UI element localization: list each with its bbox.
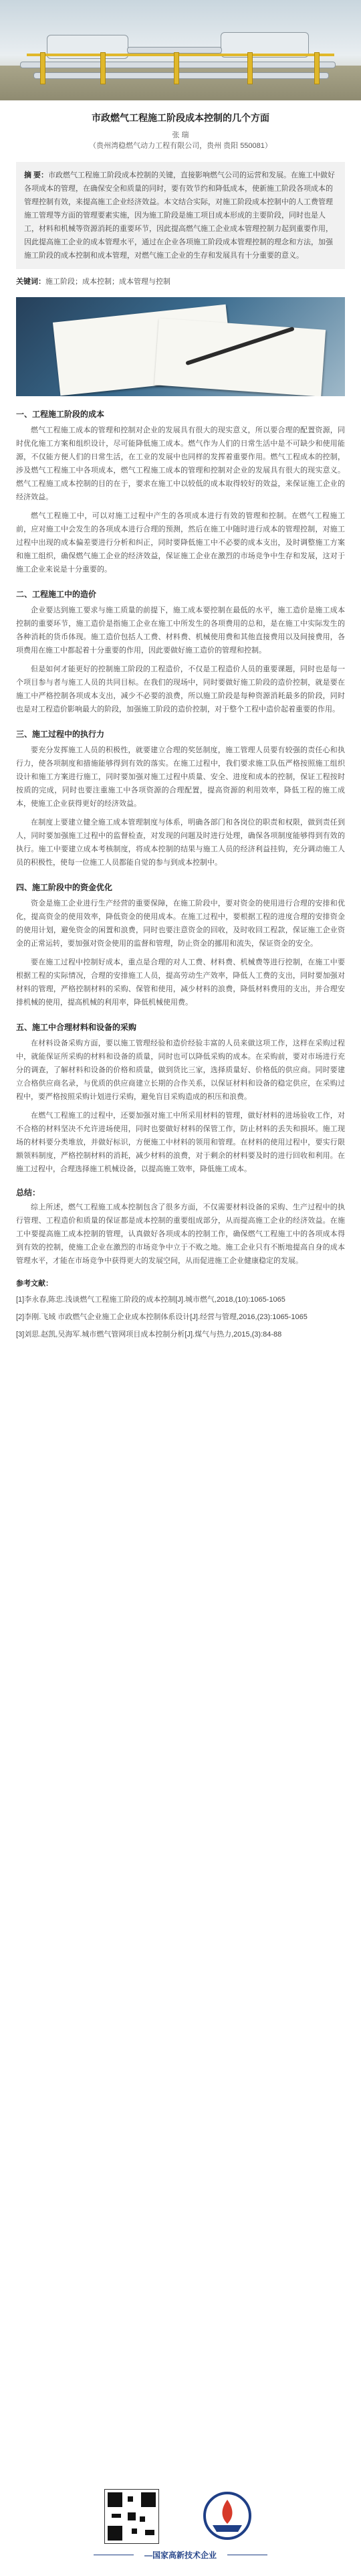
author-name: 张 瑞 bbox=[172, 131, 189, 139]
title-block bbox=[0, 100, 361, 155]
keywords-text: 施工阶段；成本控制；成本管理与控制 bbox=[45, 278, 170, 286]
reference-item: [3]刘思.赵凯,吴海军.城市燃气管网项目成本控制分析[J].煤气与热力,2015,(3):84-88 bbox=[16, 1330, 282, 1339]
references-title: 参考文献： bbox=[16, 1280, 53, 1288]
photo-paper bbox=[154, 318, 326, 396]
section-3 bbox=[16, 728, 345, 869]
section-paragraph: 在材料设备采购方面，要以施工管理经验和造价经验丰富的人员来做这项工作，这样在采购过程中，就能保证所采购的材料和设备的质量，同时也可以降低采购的成本。在采购前，要对市场进行充分的调查，了解材料和设备的价格和质量，做到货比三家，选择质量好、价格低的供应商。同时要建立合格供应商名录，与优质的供应商建立长期的合作关系，以保证材料和设备的稳定供应，在采购过程中，要严格按照采购计划进行采购，避免盲目采购造成的积压和浪费。 bbox=[16, 1039, 345, 1101]
section-title: 四、施工阶段中的资金优化 bbox=[16, 883, 113, 892]
section-title: 一、工程施工阶段的成本 bbox=[16, 410, 105, 419]
footer bbox=[0, 2482, 361, 2576]
article-title: 市政燃气工程施工阶段成本控制的几个方面 bbox=[92, 112, 269, 123]
hero-post bbox=[247, 52, 253, 84]
footer-slogan: —国家高新技术企业 bbox=[144, 2551, 217, 2560]
qr-module bbox=[132, 2528, 137, 2534]
company-logo-icon bbox=[201, 2489, 254, 2543]
qr-code-icon bbox=[104, 2489, 159, 2544]
reference-item: [2]李刚.飞域 市政燃气企业施工企业成本控制体系设计[J].经营与管理,2016,(23):1065-1065 bbox=[16, 1313, 308, 1321]
section-paragraph: 燃气工程施工中，可以对施工过程中产生的各项成本进行有效的管理和控制。在燃气工程施工前，应对施工中会发生的各项成本进行合理的预测，然后在施工中随时进行成本的管理控制，对施工过程中出现的成本偏差要进行分析和纠正，同时要降低施工中不必要的成本支出，及时调整施工方案和施工组织，确保燃气施工企业的经济效益，保证施工企业在激烈的市场竞争中生存和发展，这对于施工企业来说是十分重要的。 bbox=[16, 512, 345, 574]
section-1 bbox=[16, 408, 345, 576]
section-title: 五、施工中合理材料和设备的采购 bbox=[16, 1023, 137, 1032]
hero-pipe bbox=[33, 72, 329, 79]
keywords bbox=[16, 276, 345, 288]
qr-finder bbox=[108, 2492, 122, 2507]
section-paragraph: 但是如何才能更好的控制施工阶段的工程造价，不仅是工程造价人员的重要课题，同时也是每一个项目参与者与施工人员的共同目标。在我们的现场中，同时要做好施工阶段的造价控制，就是要在施工中严格控制各项成本支出，减少不必要的浪费，所以施工阶段是每种资源消耗最多的阶段，同时也是对工程造价影响最大的阶段，加强施工阶段的造价控制，对于整个工程中造价起着重要的作用。 bbox=[16, 665, 345, 713]
documents-photo bbox=[16, 297, 345, 396]
keywords-label: 关键词： bbox=[16, 278, 45, 286]
abstract-label: 摘 要： bbox=[24, 171, 49, 179]
hero-post bbox=[40, 52, 45, 84]
section-paragraph: 要充分发挥施工人员的积极性，就要建立合理的奖惩制度，施工管理人员要有较强的责任心和执行力，使各项制度和措施能够得到有效的落实。在施工过程中，我们要求施工队伍严格按照施工组织设计和施工方案进行施工，同时要加强对施工过程中质量、安全、进度和成本的控制，保证工程按时按质的完成，同时也要注重施工中各项资源的合理配置，提高资源的利用效率，降低工程的施工成本，使施工企业获得更好的经济效益。 bbox=[16, 746, 345, 808]
section-2 bbox=[16, 588, 345, 716]
summary-section bbox=[16, 1201, 345, 1268]
summary-title: 总结： bbox=[16, 1188, 41, 1197]
author-affiliation: （贵州湾稳燃气动力工程有限公司，贵州 贵阳 550081） bbox=[89, 142, 272, 150]
hero-pipeline-image bbox=[0, 0, 361, 100]
qr-finder bbox=[108, 2526, 122, 2541]
section-paragraph: 资金是施工企业进行生产经营的重要保障，在施工阶段中，要对资金的使用进行合理的安排和优化，提高资金的使用效率，降低资金的使用成本。在施工过程中，要根据工程的进度合理的安排资金的使用计划，避免资金的闲置和浪费，同时也要注意资金的回收，及时收回工程款，保证施工企业资金的正常运转，要加强对资金使用的监督和管理，防止资金的挪用和流失，保证资金的安全。 bbox=[16, 899, 345, 948]
abstract-text: 市政燃气工程施工阶段成本控制的关键，直接影响燃气公司的运营和发展。在施工中做好各项成本的管理，在确保安全和质量的同时，要有效节约和降低成本，使新施工阶段各项成本的管理控制有效，来提高施工企业经济效益。本文结合实际，对施工阶段成本控制中的人工费管理施工管理等方面的管理要素实施，因为施工阶段是施工项目成本形成的主要阶段，同时也是人工，材料和机械等资源消耗的重要环节，因此提高燃气施工企业成本管理控制力起到重要作用，因此提高施工企业的成本管理水平，通过在企业各项施工阶段成本管理控制的理念和方法，加强施工阶段的成本控制和成本管理，对燃气施工企业的生存和发展具有十分重要的意义。 bbox=[24, 171, 336, 260]
abstract-box bbox=[16, 162, 345, 269]
hero-post bbox=[314, 52, 320, 84]
section-4 bbox=[16, 881, 345, 1009]
reference-item: [1]李永春,陈忠.浅谈燃气工程施工阶段的成本控制[J].城市燃气,2018,(10):1065-1065 bbox=[16, 1296, 285, 1304]
section-paragraph: 燃气工程施工成本的管理和控制对企业的发展具有很大的现实意义，所以要合理的配置资源，同时优化施工方案和组织设计，尽可能降低施工成本。燃气作为人们的日常生活中是不可缺少和使用能源，不仅能方便人们的日常生活，在工业的发展中也同样的发挥着重要作用。燃气工程成本的控制，涉及燃气工程施工中各项成本，燃气工程施工成本的管理和控制对企业的发展具有很大的现实意义。燃气工程施工成本控制的目的在于，要求在施工中以较低的成本取得较好的效益，来保证施工企业的经济效益。 bbox=[16, 426, 345, 501]
references bbox=[16, 1277, 345, 1341]
section-paragraph: 企业要达到施工要求与施工质量的前提下，施工成本要控制在最低的水平，施工造价是施工成本控制的重要环节，施工造价是指施工企业在施工中所发生的各项费用的总和，是在施工中实际发生的各种消耗的货币体现。施工造价包括人工费、材料费、机械使用费和其他直接费用以及间接费用，各项费用在施工中都起着十分重要的作用，因此要做好施工造价的管理和控制。 bbox=[16, 606, 345, 655]
hero-post bbox=[100, 52, 106, 84]
qr-module bbox=[128, 2512, 136, 2520]
section-5 bbox=[16, 1021, 345, 1176]
section-title: 三、施工过程中的执行力 bbox=[16, 729, 105, 739]
section-paragraph: 要在施工过程中控制好成本，重点是合理的对人工费、材料费、机械费等进行控制，在施工中要根据工程的实际情况，合理的安排施工人员，提高劳动生产效率，降低人工费的支出，同时要加强对材料的管理，严格控制材料的采购、保管和使用，减少材料的浪费，降低材料费用的支出，并合理安排机械的使用，提高机械的利用率，降低机械使用费。 bbox=[16, 958, 345, 1007]
qr-module bbox=[140, 2516, 145, 2522]
summary-paragraph: 综上所述，燃气工程施工成本控制包含了很多方面，不仅需要材料设备的采购、生产过程中的执行管理、工程造价和质量的保证都是成本控制的重要组成部分，从而提高施工企业的经济效益。在施工中要提高施工成本控制的管理，认真做好各项成本的控制工作，确保燃气工程施工中的各项成本得到有效的控制，使施工企业在激烈的市场竞争中立于不败之地。施工企业只有不断地提高自身的成本管理水平，才能在市场竞争中获得更大的发展空间，从而促进施工企业健康稳定的发展。 bbox=[16, 1203, 345, 1265]
section-title: 二、工程施工中的造价 bbox=[16, 590, 97, 599]
qr-finder bbox=[141, 2492, 156, 2507]
hero-rail bbox=[27, 54, 334, 56]
section-paragraph: 在制度上要建立健全施工成本管理制度与体系，明确各部门和各岗位的职责和权限，做到责任到人，同时要加强施工过程中的监督检查，对发现的问题及时进行处理，确保各项制度能够得到有效的执行。施工中要建立成本考核制度，将成本控制的结果与施工人员的经济利益挂钩，充分调动施工人员的积极性，使每一位施工人员都能自觉的参与到成本控制中。 bbox=[16, 819, 345, 867]
qr-module bbox=[112, 2514, 121, 2518]
section-paragraph: 在燃气工程施工的过程中，还要加强对施工中所采用材料的管理，做好材料的进场验收工作，对不合格的材料坚决不允许进场使用，同时也要做好材料的保管工作，防止材料的丢失和损坏。施工现场的材料要分类堆放，并做好标识，方便施工中材料的领用和管理。在材料的使用过程中，要实行限额领料制度，严格控制材料的消耗，减少材料的浪费，对于剩余的材料要及时的进行回收和利用。在施工过程中，合理选择施工机械设备，以提高施工效率，降低施工成本。 bbox=[16, 1112, 345, 1173]
hero-post bbox=[174, 52, 179, 84]
hero-ground bbox=[0, 66, 361, 100]
qr-module bbox=[128, 2496, 133, 2502]
qr-module bbox=[145, 2530, 154, 2535]
